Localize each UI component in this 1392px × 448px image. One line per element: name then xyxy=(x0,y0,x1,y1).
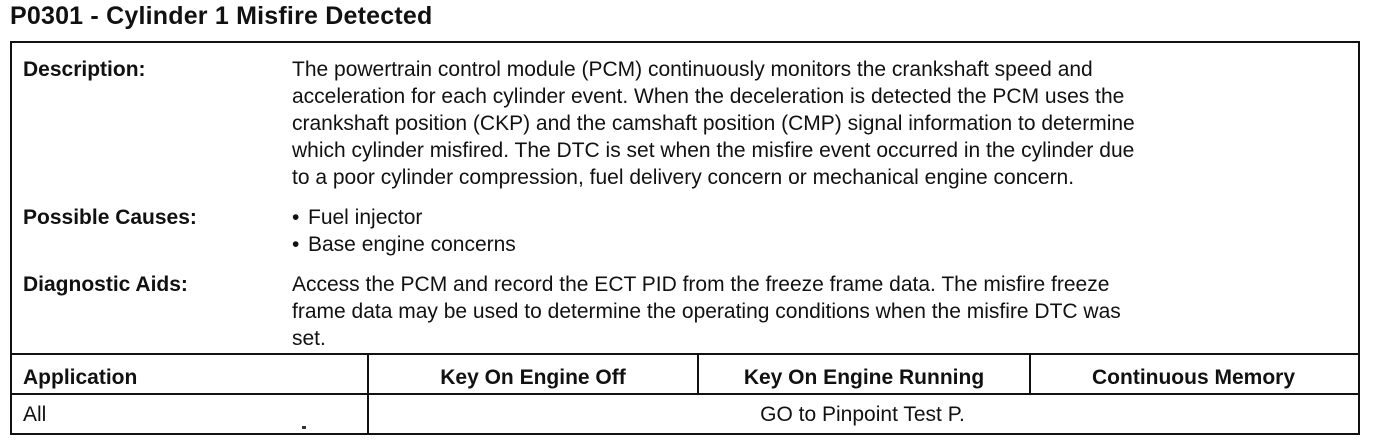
table-header-koer: Key On Engine Running xyxy=(743,366,985,389)
dtc-info-box xyxy=(10,41,1360,435)
table-header-application: Application xyxy=(23,366,138,389)
table-cell-application: All xyxy=(23,403,47,426)
list-item xyxy=(292,204,516,231)
description-line: The powertrain control module (PCM) continuously monitors the crankshaft speed and xyxy=(292,58,1093,81)
bullet-icon: • xyxy=(292,206,300,229)
table-cell-action: GO to Pinpoint Test P. xyxy=(760,403,965,426)
cause-text: Base engine concerns xyxy=(308,233,516,256)
bullet-icon: • xyxy=(292,233,300,256)
description-line: crankshaft position (CKP) and the camshaft position (CMP) signal information to determine xyxy=(292,112,1135,135)
table-header-koeo: Key On Engine Off xyxy=(440,366,626,389)
description-label: Description: xyxy=(23,58,146,81)
cause-text: Fuel injector xyxy=(308,206,423,229)
list-item xyxy=(292,231,516,258)
table-top-rule xyxy=(12,353,1358,355)
possible-causes-list xyxy=(292,204,516,258)
description-line: to a poor cylinder compression, fuel delivery concern or mechanical engine concern. xyxy=(292,166,1075,189)
diagnostic-aids-text xyxy=(292,271,1352,352)
description-line: which cylinder misfired. The DTC is set when the misfire event occurred in the cylinder due xyxy=(292,139,1135,162)
diagnostic-aids-label: Diagnostic Aids: xyxy=(23,273,188,296)
possible-causes-label: Possible Causes: xyxy=(23,206,197,229)
description-text xyxy=(292,56,1352,191)
page-title: P0301 - Cylinder 1 Misfire Detected xyxy=(10,2,433,30)
diagnostic-aids-line: Access the PCM and record the ECT PID from the freeze frame data. The misfire freeze xyxy=(292,273,1110,296)
description-line: acceleration for each cylinder event. When the deceleration is detected the PCM uses the xyxy=(292,85,1125,108)
table-header-continuous-memory: Continuous Memory xyxy=(1092,366,1295,389)
diagnostic-aids-line: frame data may be used to determine the operating conditions when the misfire DTC was xyxy=(292,300,1121,323)
scan-mark xyxy=(302,426,306,429)
diagnostic-aids-line: set. xyxy=(292,327,326,350)
